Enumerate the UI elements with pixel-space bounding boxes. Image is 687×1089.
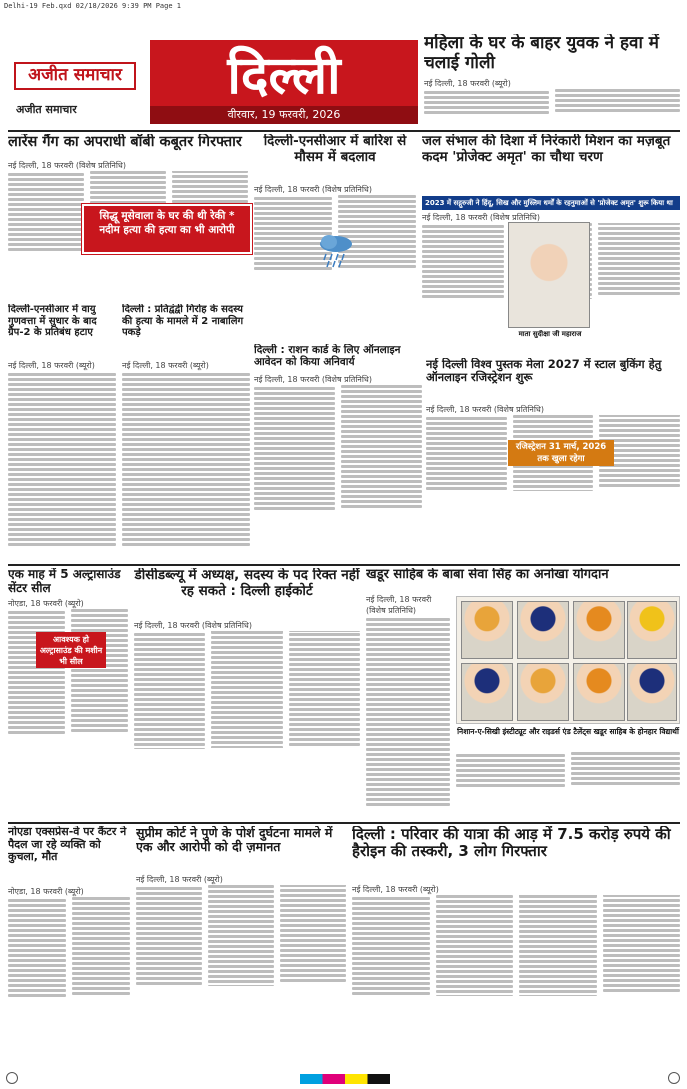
weather-headline: दिल्ली-एनसीआर में बारिश से मौसम में बदलाव bbox=[263, 134, 407, 165]
registration-mark-icon bbox=[668, 1072, 680, 1084]
rule-1 bbox=[8, 130, 680, 132]
heroin-body bbox=[352, 884, 680, 1068]
sevasingh-headline-wrap bbox=[366, 568, 680, 592]
water-headline: जल संभाल की दिशा में निरंकारी मिशन का मज़बूत कदम 'प्रोजेक्ट अमृत' का चौथा चरण bbox=[422, 134, 671, 165]
water-dateline: नई दिल्ली, 18 फरवरी (विशेष प्रतिनिधि) bbox=[422, 213, 540, 222]
lead-right-body bbox=[424, 78, 680, 128]
supreme-headline: सुप्रीम कोर्ट ने पुणे के पोर्श दुर्घटना मामले में एक और आरोपी को दी ज़मानत bbox=[136, 826, 333, 855]
gang-dateline: नई दिल्ली, 18 फरवरी (ब्यूरो) bbox=[122, 361, 209, 370]
sevasingh-text bbox=[366, 618, 450, 806]
brand-logo: अजीत समाचार bbox=[14, 62, 136, 90]
noida-dateline: नोएडा, 18 फरवरी (ब्यूरो) bbox=[8, 887, 84, 896]
brand-block bbox=[10, 40, 140, 124]
gujarat-dateline: नई दिल्ली, 18 फरवरी (ब्यूरो) bbox=[8, 361, 95, 370]
bookfair-box: रजिस्ट्रेशन 31 मार्च, 2026 तक खुला रहेगा bbox=[508, 440, 614, 466]
ration-body bbox=[254, 374, 422, 560]
bookfair-body bbox=[426, 404, 680, 560]
ultrasound-text bbox=[8, 609, 128, 735]
noida-body bbox=[8, 886, 130, 1068]
gujarat-body bbox=[8, 360, 116, 560]
ultrasound-headline: एक माह में 5 अल्ट्रासाउंड सेंटर सील bbox=[8, 568, 121, 595]
lead-right-headline-wrap bbox=[424, 34, 680, 78]
gang-headline-wrap bbox=[122, 304, 250, 360]
ultrasound-body bbox=[8, 598, 128, 818]
color-bar bbox=[300, 1074, 390, 1084]
heroin-dateline: नई दिल्ली, 18 फरवरी (ब्यूरो) bbox=[352, 885, 439, 894]
gujarat-headline: दिल्ली-एनसीआर में वायु गुणवत्ता में सुधार के बाद ग्रैप-2 के प्रतिबंध हटाए bbox=[8, 304, 97, 338]
noida-text bbox=[8, 897, 130, 998]
ultrasound-headline-wrap bbox=[8, 568, 128, 596]
lead-right-text bbox=[424, 89, 680, 115]
sevasingh-text-2 bbox=[456, 752, 680, 788]
supreme-headline-wrap bbox=[136, 826, 346, 872]
heroin-headline-wrap bbox=[352, 826, 680, 882]
student-photo-7 bbox=[573, 663, 625, 721]
rain-cloud-icon bbox=[316, 232, 356, 268]
sevasingh-body-right bbox=[456, 752, 680, 818]
gujarat-headline-wrap bbox=[8, 304, 116, 360]
heroin-text bbox=[352, 895, 680, 996]
dsw-body bbox=[134, 620, 360, 818]
supreme-text bbox=[136, 885, 346, 986]
water-photo-caption: माता सुदीक्षा जी महाराज bbox=[518, 330, 582, 338]
sevasingh-body-left bbox=[366, 594, 450, 818]
bookfair-headline: नई दिल्ली विश्व पुस्तक मेला 2027 में स्टाल बुकिंग हेतु ऑनलाइन रजिस्ट्रेशन शुरू bbox=[426, 358, 662, 385]
weather-headline-wrap bbox=[254, 134, 416, 182]
supreme-body bbox=[136, 874, 346, 1068]
noida-headline-wrap bbox=[8, 826, 130, 884]
rule-3 bbox=[8, 822, 680, 824]
student-photo-4 bbox=[627, 601, 677, 659]
brand-subtitle: अजीत समाचार bbox=[16, 103, 77, 116]
water-photo bbox=[508, 222, 590, 328]
rule-2 bbox=[8, 564, 680, 566]
bombay-callout: सिद्धू मूसेवाला के घर की थी रेकी * नदीम हत्या की हत्या का भी आरोपी bbox=[82, 204, 252, 254]
gang-headline: दिल्ली : प्रतिद्वंद्वी गिरोह के सदस्य की हत्या के मामले में 2 नाबालिग पकड़े bbox=[122, 304, 244, 338]
bookfair-headline-wrap bbox=[426, 358, 680, 402]
supreme-dateline: नई दिल्ली, 18 फरवरी (ब्यूरो) bbox=[136, 875, 223, 884]
ultrasound-dateline: नोएडा, 18 फरवरी (ब्यूरो) bbox=[8, 599, 84, 608]
water-headline-wrap bbox=[422, 134, 680, 194]
dsw-text bbox=[134, 631, 360, 748]
bombay-headline-wrap bbox=[8, 134, 248, 160]
dsw-headline: डीसीडब्ल्यू में अध्यक्ष, सदस्य के पद रिक्त नहीं रह सकते : दिल्ली हाईकोर्ट bbox=[134, 568, 360, 599]
sevasingh-photo-caption: निशान-ए-सिखी इंस्टीट्यूट और राइडर्स एंड टैलेंट्स खडूर साहिब के होनहार विद्यार्थी bbox=[457, 727, 679, 736]
bookfair-dateline: नई दिल्ली, 18 फरवरी (विशेष प्रतिनिधि) bbox=[426, 405, 544, 414]
issue-date: वीरवार, 19 फरवरी, 2026 bbox=[150, 106, 418, 124]
ultrasound-callout: आवश्यक हो अल्ट्रासाउंड की मशीन भी सील bbox=[36, 632, 106, 668]
lead-right-dateline: नई दिल्ली, 18 फरवरी (ब्यूरो) bbox=[424, 79, 511, 88]
student-photo-1 bbox=[461, 601, 513, 659]
weather-dateline: नई दिल्ली, 18 फरवरी (विशेष प्रतिनिधि) bbox=[254, 185, 372, 194]
student-photo-8 bbox=[627, 663, 677, 721]
student-photo-6 bbox=[517, 663, 569, 721]
bombay-headline: लारेंस गैंग का अपराधी बॉबी कबूतर गिरफ्तार bbox=[8, 134, 242, 150]
noida-headline: नोएडा एक्सप्रेस-वे पर कैंटर ने पैदल जा रहे व्यक्ति को कुचला, मौत bbox=[8, 826, 127, 864]
ration-dateline: नई दिल्ली, 18 फरवरी (विशेष प्रतिनिधि) bbox=[254, 375, 372, 384]
gujarat-text bbox=[8, 373, 116, 546]
water-banner: 2023 में सद्गुरुजी ने हिंदू, सिख और मुस्लिम धर्मों के रहनुमाओं से 'प्रोजेक्ट अमृत' शुरू किया था bbox=[422, 196, 680, 210]
dsw-headline-wrap bbox=[134, 568, 360, 616]
ration-text bbox=[254, 385, 422, 511]
heroin-headline: दिल्ली : परिवार की यात्रा की आड़ में 7.5 करोड़ रुपये की हैरोइन की तस्करी, 3 लोग गिरफ्तार bbox=[352, 826, 671, 861]
sevasingh-photo-grid bbox=[456, 596, 680, 724]
sevasingh-headline: खडूर साहिब के बाबा सेवा सिंह का अनोखा योगदान bbox=[366, 568, 609, 582]
student-photo-5 bbox=[461, 663, 513, 721]
student-photo-2 bbox=[517, 601, 569, 659]
ration-headline-wrap bbox=[254, 344, 422, 374]
ration-headline: दिल्ली : राशन कार्ड के लिए ऑनलाइन आवेदन को किया अनिवार्य bbox=[254, 344, 401, 369]
sevasingh-dateline: नई दिल्ली, 18 फरवरी (विशेष प्रतिनिधि) bbox=[366, 595, 432, 615]
bombay-dateline: नई दिल्ली, 18 फरवरी (विशेष प्रतिनिधि) bbox=[8, 161, 126, 170]
masthead-title: दिल्ली bbox=[227, 46, 341, 106]
student-photo-3 bbox=[573, 601, 625, 659]
gang-text bbox=[122, 373, 250, 546]
dsw-dateline: नई दिल्ली, 18 फरवरी (विशेष प्रतिनिधि) bbox=[134, 621, 252, 630]
registration-mark-icon bbox=[6, 1072, 18, 1084]
print-slug: Delhi-19 Feb.qxd 02/18/2026 9:39 PM Page 1 bbox=[4, 2, 182, 10]
lead-right-headline: महिला के घर के बाहर युवक ने हवा में चलाई गोली bbox=[424, 34, 659, 73]
gang-body bbox=[122, 360, 250, 560]
